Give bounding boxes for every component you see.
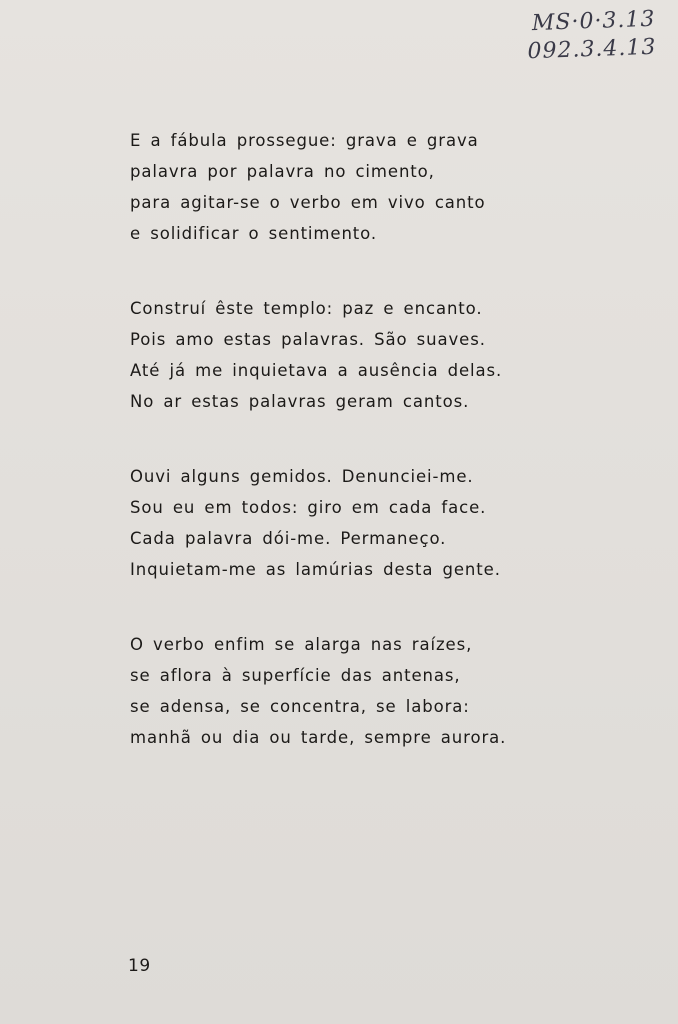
poem-line: manhã ou dia ou tarde, sempre aurora. bbox=[130, 728, 507, 747]
poem-line: Cada palavra dói-me. Permaneço. bbox=[130, 529, 447, 548]
stanza-3 bbox=[130, 461, 590, 585]
poem-line: No ar estas palavras geram cantos. bbox=[130, 392, 470, 411]
poem-line: palavra por palavra no cimento, bbox=[130, 162, 435, 181]
poem-line: e solidificar o sentimento. bbox=[130, 224, 378, 243]
annotation-line-1: MS·0·3.13 bbox=[531, 6, 656, 37]
annotation-line-2: 092.3.4.13 bbox=[527, 34, 657, 65]
stanza-1 bbox=[130, 125, 590, 249]
poem-line: O verbo enfim se alarga nas raízes, bbox=[130, 635, 473, 654]
poem-line: se adensa, se concentra, se labora: bbox=[130, 697, 470, 716]
poem-line: Ouvi alguns gemidos. Denunciei-me. bbox=[130, 467, 474, 486]
poem bbox=[130, 125, 590, 797]
poem-line: para agitar-se o verbo em vivo canto bbox=[130, 193, 486, 212]
poem-line: Sou eu em todos: giro em cada face. bbox=[130, 498, 487, 517]
poem-line: Pois amo estas palavras. São suaves. bbox=[130, 330, 486, 349]
stanza-4 bbox=[130, 629, 590, 753]
poem-line: Inquietam-me as lamúrias desta gente. bbox=[130, 560, 501, 579]
page-number: 19 bbox=[128, 956, 151, 976]
archive-annotation bbox=[526, 6, 657, 66]
stanza-2 bbox=[130, 293, 590, 417]
poem-line: se aflora à superfície das antenas, bbox=[130, 666, 461, 685]
poem-line: Construí êste templo: paz e encanto. bbox=[130, 299, 483, 318]
poem-line: Até já me inquietava a ausência delas. bbox=[130, 361, 503, 380]
poem-line: E a fábula prossegue: grava e grava bbox=[130, 131, 479, 150]
